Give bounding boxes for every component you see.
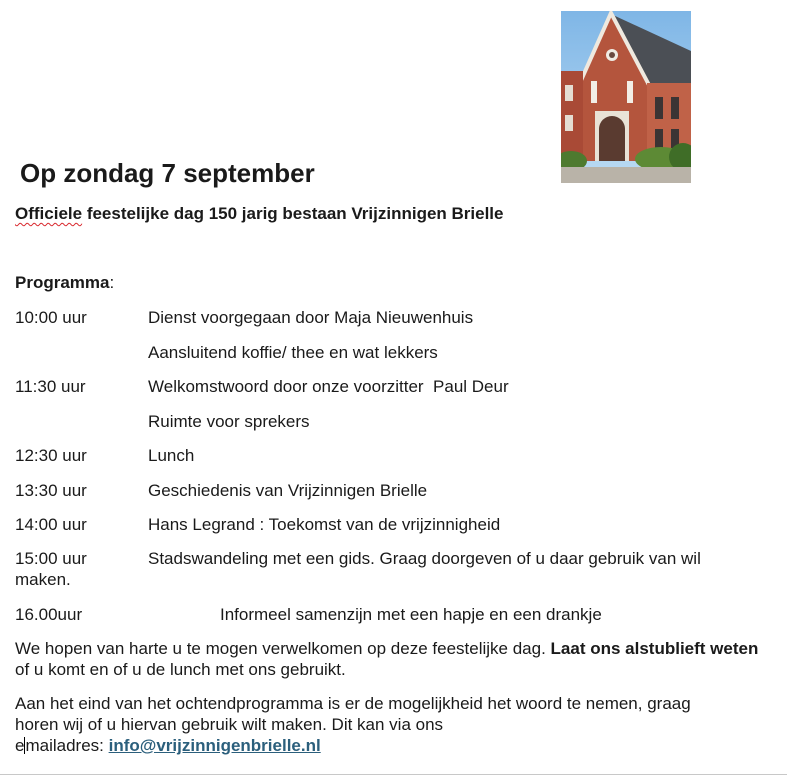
email-prefix-start: e — [15, 736, 25, 755]
church-photo — [561, 11, 691, 183]
welcome-paragraph — [15, 638, 775, 680]
program-label — [15, 273, 114, 293]
program-description: Hans Legrand : Toekomst van de vrijzinnigheid — [148, 515, 501, 534]
page-bottom-border — [0, 774, 787, 775]
contact-line: Aan het eind van het ochtendprogramma is er de mogelijkheid het woord te nemen, graag — [15, 694, 691, 713]
contact-paragraph — [15, 693, 775, 756]
program-time: 10:00 uur — [15, 308, 87, 327]
email-prefix: mailadres: — [25, 736, 109, 755]
event-subheading — [15, 204, 503, 224]
program-time: 11:30 uur — [15, 377, 86, 396]
contact-line — [15, 735, 775, 756]
program-description: Lunch — [148, 446, 195, 465]
program-description: Geschiedenis van Vrijzinnigen Brielle — [148, 481, 428, 500]
program-description: Aansluitend koffie/ thee en wat lekkers — [148, 343, 438, 362]
welcome-emphasis: Laat ons alstublieft weten — [550, 639, 759, 658]
event-heading: Op zondag 7 september — [20, 158, 315, 188]
welcome-text-end: of u komt en of u de lunch met ons gebruikt. — [15, 660, 346, 679]
email-link[interactable]: info@vrijzinnigenbrielle.nl — [108, 736, 321, 755]
program-description: Dienst voorgegaan door Maja Nieuwenhuis — [148, 308, 474, 327]
program-time: 14:00 uur — [15, 515, 87, 534]
program-label-colon: : — [109, 273, 115, 292]
program-description: Ruimte voor sprekers — [148, 412, 310, 431]
program-label-text: Programma — [15, 273, 110, 292]
program-description: Stadswandeling met een gids. Graag doorgeven of u daar gebruik van wil — [148, 549, 701, 568]
welcome-text: We hopen van harte u te mogen verwelkomen op deze feestelijke dag. — [15, 639, 551, 658]
contact-line: horen wij of u hiervan gebruik wilt maken. Dit kan via ons — [15, 715, 444, 734]
program-time: 16.00uur — [15, 605, 83, 624]
program-description: Welkomstwoord door onze voorzitter Paul Deur — [148, 377, 509, 396]
program-description: Informeel samenzijn met een hapje en een drankje — [220, 605, 602, 624]
program-time: 15:00 uur — [15, 549, 87, 568]
program-time: 13:30 uur — [15, 481, 87, 500]
program-time: 12:30 uur — [15, 446, 87, 465]
spellcheck-word[interactable]: Officiele — [15, 204, 83, 223]
program-description-continued: maken. — [15, 570, 71, 589]
subheading-text: feestelijke dag 150 jarig bestaan Vrijzinnigen Brielle — [82, 204, 504, 223]
